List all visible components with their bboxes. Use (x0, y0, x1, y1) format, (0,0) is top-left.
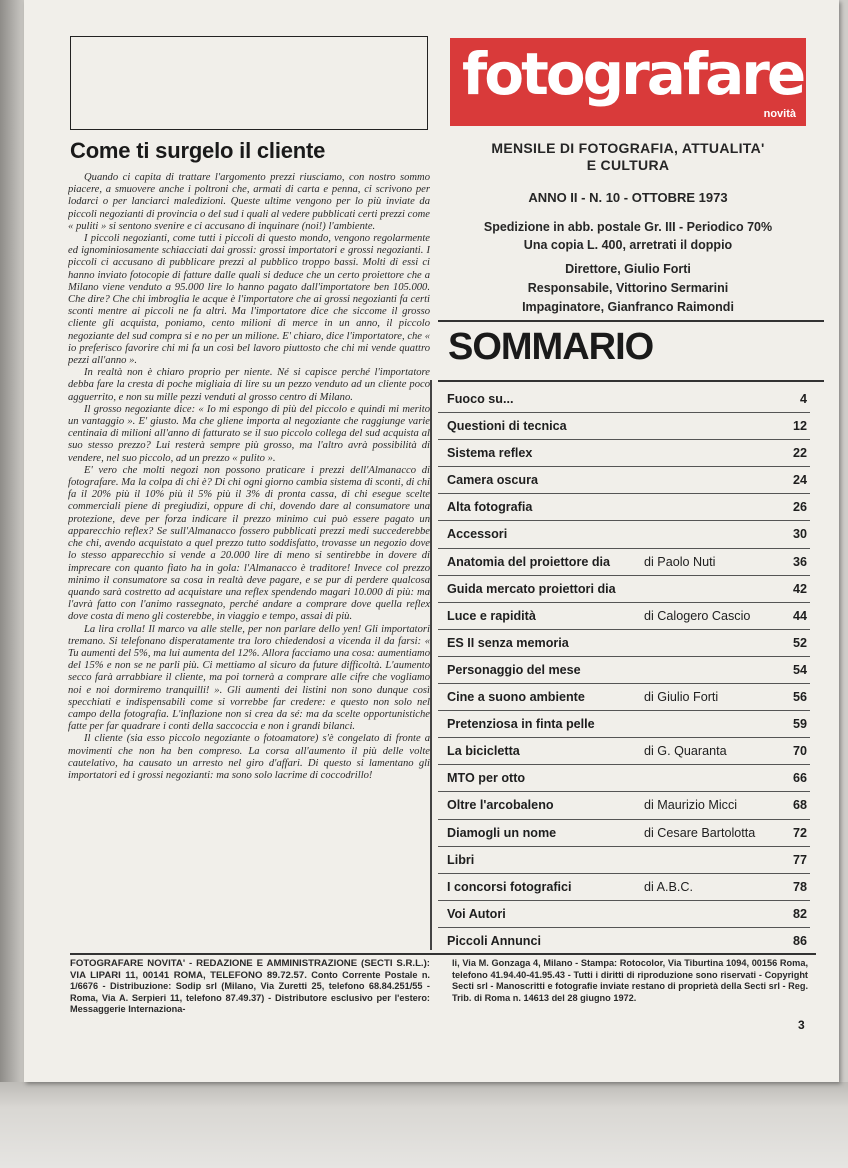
toc-row (438, 738, 810, 765)
sommario-top-rule (438, 320, 824, 322)
toc-title: Sistema reflex (447, 446, 533, 461)
tagline-line-2: E CULTURA (586, 157, 670, 173)
empty-frame-box (70, 36, 428, 130)
toc-author: di Calogero Cascio (644, 608, 751, 623)
article-paragraph: Quando ci capita di trattare l'argomento prezzi riusciamo, con nostro sommo piacere, a smuovere anche i poltroni che, armati di carta e penna, ci scrivono per lodarci o per lanciarci maledizioni. Queste ultime vengono per lo più inviate da piccoli negozianti di provincia o del sud i quali al vedere pubblicati certi prezzi come « puliti » si sentono svenire e ci accusano di inquinare (noi!) l'ambiente. (68, 172, 430, 232)
editorial-article (68, 172, 430, 948)
toc-row (438, 901, 810, 928)
toc-page: 72 (792, 825, 807, 840)
toc-title: Cine a suono ambiente (447, 690, 585, 705)
toc-page: 12 (792, 419, 807, 434)
toc-title: Piccoli Annunci (447, 933, 541, 948)
toc-title: Voi Autori (447, 906, 506, 921)
toc-title: MTO per otto (447, 771, 526, 786)
toc-row (438, 820, 810, 847)
toc-page: 52 (792, 635, 807, 650)
toc-title: Personaggio del mese (447, 662, 581, 677)
sommario-title: SOMMARIO (448, 326, 654, 368)
staff-credits (450, 260, 806, 317)
toc-page: 68 (792, 798, 807, 813)
toc-title: Pretenziosa in finta pelle (447, 717, 595, 732)
shipping-line-2: Una copia L. 400, arretrati il doppio (523, 238, 733, 252)
masthead-tagline (450, 140, 806, 174)
toc-row (438, 549, 810, 576)
toc-page: 54 (792, 662, 807, 677)
toc-row (438, 576, 810, 603)
toc-page: 59 (792, 717, 807, 732)
toc-page: 56 (792, 690, 807, 705)
toc-page: 44 (792, 608, 807, 623)
toc-row (438, 521, 810, 548)
logo-brand-text: fotografare (462, 40, 804, 108)
toc-author: di Maurizio Micci (644, 798, 738, 813)
toc-page: 66 (792, 771, 807, 786)
column-divider (430, 380, 432, 950)
toc-title: ES II senza memoria (447, 635, 569, 650)
editorial-headline: Come ti surgelo il cliente (70, 138, 326, 163)
toc-title: Alta fotografia (447, 500, 533, 515)
toc-row (438, 386, 810, 413)
toc-title: Accessori (447, 527, 508, 542)
toc-row (438, 874, 810, 901)
toc-author: di Giulio Forti (644, 690, 719, 705)
toc-title: Anatomia del proiettore dia (447, 554, 611, 569)
toc-row (438, 630, 810, 657)
sommario-title-rule (438, 380, 824, 382)
footer-rule (70, 953, 816, 955)
toc-page: 77 (792, 852, 807, 867)
toc-title: Camera oscura (447, 473, 539, 488)
table-of-contents (438, 386, 810, 955)
page-number: 3 (798, 1018, 805, 1032)
toc-page: 36 (792, 554, 807, 569)
toc-title: La bicicletta (447, 744, 520, 759)
toc-page: 86 (792, 933, 807, 948)
toc-author: di Paolo Nuti (644, 554, 716, 569)
toc-author: di Cesare Bartolotta (644, 825, 756, 840)
toc-title: Diamogli un nome (447, 825, 557, 840)
toc-author: di A.B.C. (644, 879, 693, 894)
toc-row (438, 494, 810, 521)
toc-author: di G. Quaranta (644, 744, 727, 759)
toc-row (438, 603, 810, 630)
toc-title: Fuoco su... (447, 392, 514, 406)
footer-publisher-head: FOTOGRAFARE NOVITA' - REDAZIONE E AMMINISTRAZIONE (SECTI S.R.L.): VIA LIPARI 11, 00141 ROMA, TELEFONO 89.72.57. (70, 958, 430, 981)
article-paragraph: Il cliente (sia esso piccolo negoziante o fotoamatore) s'è congelato di fronte a movimenti che non ha ben compreso. La corsa all'aumento il più delle volte cautelativo, ha causato un arresto nel giro d'affari. Di questo si lamentano gli importatori ed i grossi negozianti: ma sono solo lacrime di coccodrillo! (68, 733, 430, 781)
toc-page: 30 (792, 527, 807, 542)
footer-publisher-info (70, 958, 430, 1016)
scanner-background (0, 1082, 848, 1168)
toc-row (438, 684, 810, 711)
toc-row (438, 413, 810, 440)
logo-sub-text: novità (763, 108, 796, 120)
toc-row (438, 792, 810, 819)
toc-title: Oltre l'arcobaleno (447, 798, 554, 813)
toc-page: 22 (792, 446, 807, 461)
toc-page: 82 (792, 906, 807, 921)
magazine-logo (450, 38, 806, 126)
toc-row (438, 467, 810, 494)
toc-row (438, 711, 810, 738)
toc-title: Luce e rapidità (447, 608, 536, 623)
toc-page: 4 (799, 392, 807, 406)
shipping-line-1: Spedizione in abb. postale Gr. III - Periodico 70% (483, 220, 773, 234)
toc-row (438, 657, 810, 684)
shipping-info (450, 218, 806, 254)
staff-director: Direttore, Giulio Forti (565, 262, 691, 276)
toc-page: 70 (792, 744, 807, 759)
article-paragraph: In realtà non è chiaro proprio per niente. Né si capisce perché l'importatore debba fare la cresta di poche migliaia di lire su un pezzo venduto ad un cliente poco agguerrito, e non su mille pezzi venduti al grosso centro di Milano. (68, 367, 430, 403)
staff-layout: Impaginatore, Gianfranco Raimondi (522, 300, 734, 314)
article-paragraph: I piccoli negozianti, come tutti i piccoli di questo mondo, vengono regolarmente ed ignominiosamente schiacciati dai grossi: grossi importatori e grossi negozianti. I piccoli ci accusano di pubblicare prezzi al pubblico troppo bassi. Molti di essi ci hanno inviato fotocopie di fatture dalle quali si deduce che un certo proiettore che a Milano viene venduto a 95.000 lire lo hanno pagato dall'importatore ben 105.000. Che dire? Che chi imbroglia le acque è l'importatore che ai grossi negozianti fa certi sconti mentre ai piccoli ne fa altri. Ma l'importatore dice che siccome il grosso cliente gli acquista, poniamo, cento milioni di merce in un anno, il piccolo negoziante del sud compra si e no per un milione. E' chiaro, dice l'importatore, che « io preferisco favorire chi mi fa un così bel lavoro piuttosto che chi mi vende quattro pezzi all'anno ». (68, 233, 430, 367)
toc-page: 42 (792, 581, 807, 596)
footer-printing-info: li, Via M. Gonzaga 4, Milano - Stampa: Rotocolor, Via Tiburtina 1094, 00156 Roma, telefono 41.94.40-41.95.43 - Tutti i diritti di riproduzione sono riservati - Copyright Secti srl - Manoscritti e fotografie inviate restano di proprietà della Secti srl - Reg. Trib. di Roma n. 14613 del 28 giugno 1972. (452, 958, 808, 1003)
footer-publisher-body: Conto Corrente Postale n. 1/6676 - Distribuzione: Sodip srl (Milano, Via Zuretti 25, telefono 68.84.251/55 - Roma, Via A. Serpieri 11, telefono 87.49.37) - Distributore esclusivo per l'estero: Messaggerie Internaziona- (70, 969, 430, 1015)
toc-title: Guida mercato proiettori dia (447, 581, 616, 596)
article-paragraph: La lira crolla! Il marco va alle stelle, per non parlare dello yen! Gli importatori tremano. Si telefonano disperatamente tra loro chiedendosi a vicenda il da farsi: « Tu aumenti del 5%, ma lui aumenta del 12%. Allora facciamo una cosa: aumentiamo del 15% e non se ne parli più. Ci mettiamo al sicuro da future difficoltà. L'aumento secco farà arrabbiare il cliente, ma poi tornerà a comprare alle cifre che vogliamo noi e noi dormiremo tranquilli! ». Gli aumenti dei listini non sono dunque così specchiati e indispensabili come si vorrebbe far credere: e questo non solo nel campo della fotografia. L'inflazione non si crea da sé: ma da scelte opportunistiche fatte per far quadrare i conti della saccoccia e non i grandi bilanci. (68, 623, 430, 733)
toc-title: I concorsi fotografici (447, 879, 572, 894)
tagline-line-1: MENSILE DI FOTOGRAFIA, ATTUALITA' (491, 140, 765, 156)
issue-info: ANNO II - N. 10 - OTTOBRE 1973 (528, 190, 728, 205)
toc-row (438, 847, 810, 874)
toc-row (438, 765, 810, 792)
toc-title: Questioni di tecnica (447, 419, 567, 434)
toc-page: 24 (792, 473, 807, 488)
toc-row (438, 440, 810, 467)
toc-page: 78 (792, 879, 807, 894)
article-paragraph: Il grosso negoziante dice: « Io mi espongo di più del piccolo e quindi mi merito un vantaggio ». E' giusto. Ma che gliene importa al negoziante che raggiunge varie centinaia di milioni all'anno di fatturato se il suo piccolo collega del sud acquista al suo stesso prezzo? Lui resterà sempre più grosso, ma l'altro avrà possibilità di vendere, nel suo piccolo, ad un prezzo « pulito ». (68, 403, 430, 464)
toc-row (438, 928, 810, 955)
magazine-page (24, 0, 839, 1082)
toc-title: Libri (447, 852, 475, 867)
article-paragraph: E' vero che molti negozi non possono praticare i prezzi dell'Almanacco di fotografare. Ma la colpa di chi è? Di chi ogni giorno cambia sistema di sconti, di chi fa il 20% più il 10% più il 5% più il 3% di pronta cassa, di chi esegue scelte commerciali piene di pregiudizi, oppure di chi, dovendo dare al consumatore una protezione, deve per forza indicare il prezzo minimo cui può essere pagato un apparecchio reflex? Se sull'Almanacco fossero pubblicati prezzi medi succederebbe che chi, avendo acquistato a quel prezzo tutto soddisfatto, trovasse un negozio dove lo stesso apparecchio si vende a 20.000 lire di meno si sentirebbe in dovere di imprecare con quanto fiato ha in gola: l'Almanacco è traditore! Invece col prezzo minimo il consumatore sa cosa in realtà deve pagare, e se pur di perdere qualcosa quando sarà costretto ad acquistare una reflex spendendo magari 10.000 di più: ma l'avrà fatto con l'animo rassegnato, perché andare a comprare dove quella reflex dove costa di meno gli costerebbe, in viaggio e tempo, assai di più. (68, 464, 430, 623)
toc-page: 26 (792, 500, 807, 515)
staff-responsible: Responsabile, Vittorino Sermarini (527, 281, 729, 295)
